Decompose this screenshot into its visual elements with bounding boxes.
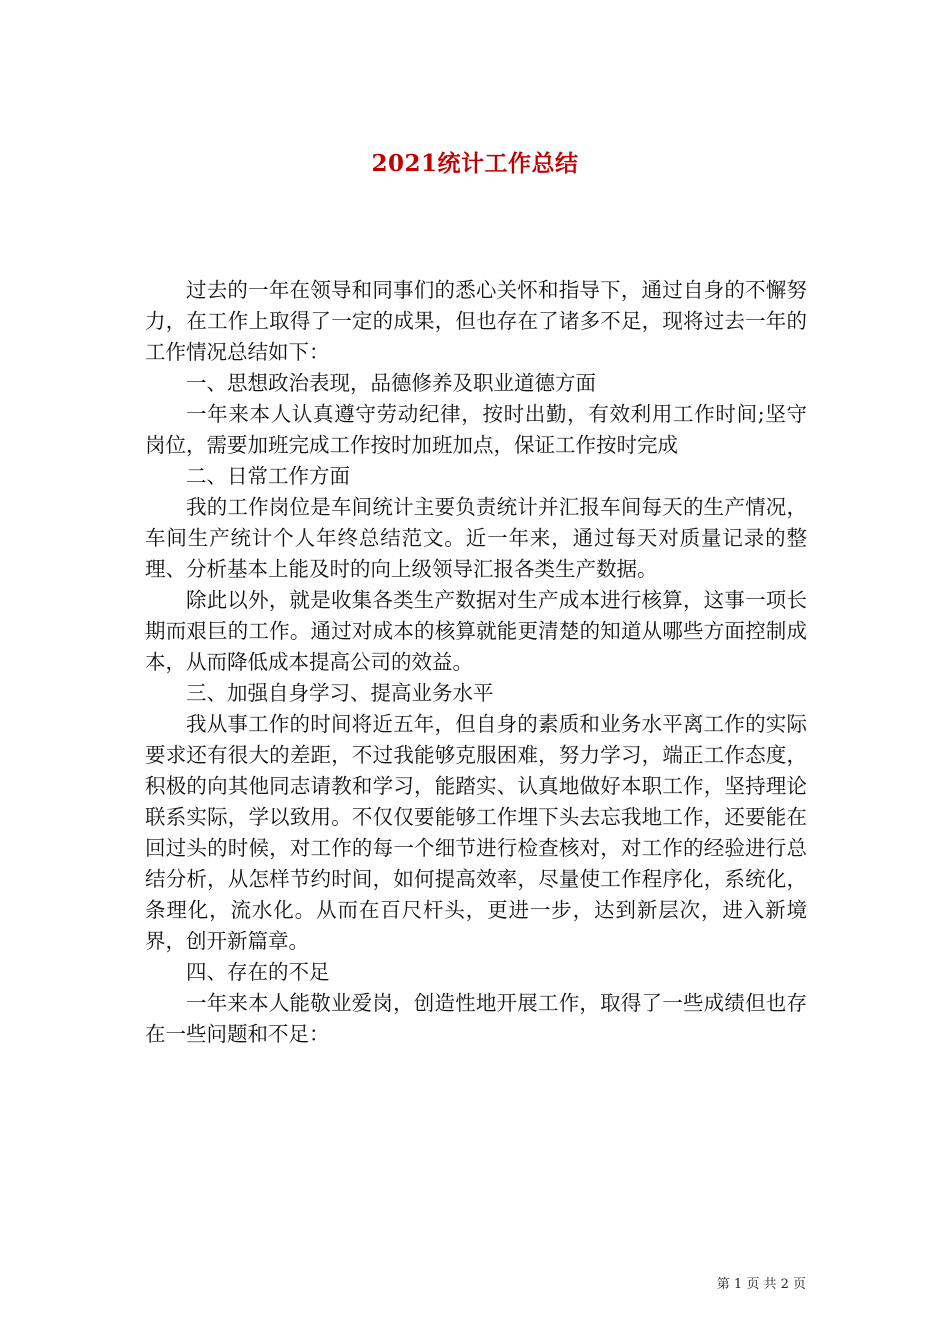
intro-paragraph: 过去的一年在领导和同事们的悉心关怀和指导下，通过自身的不懈努力，在工作上取得了一定的成果，但也存在了诸多不足，现将过去一年的工作情况总结如下： bbox=[145, 278, 807, 364]
section-2-paragraph-1: 我的工作岗位是车间统计主要负责统计并汇报车间每天的生产情况，车间生产统计个人年终总结范文。近一年来，通过每天对质量记录的整理、分析基本上能及时的向上级领导汇报各类生产数据。 bbox=[145, 495, 807, 581]
section-4-paragraph: 一年来本人能敬业爱岗，创造性地开展工作，取得了一些成绩但也存在一些问题和不足： bbox=[145, 991, 807, 1046]
section-heading-3: 三、加强自身学习、提高业务水平 bbox=[186, 681, 494, 705]
section-2-paragraph-2: 除此以外，就是收集各类生产数据对生产成本进行核算，这事一项长期而艰巨的工作。通过对成本的核算就能更清楚的知道从哪些方面控制成本，从而降低成本提高公司的效益。 bbox=[145, 588, 807, 674]
section-1-paragraph: 一年来本人认真遵守劳动纪律，按时出勤，有效利用工作时间;坚守岗位，需要加班完成工作按时加班加点，保证工作按时完成 bbox=[145, 402, 807, 457]
section-3-paragraph: 我从事工作的时间将近五年，但自身的素质和业务水平离工作的实际要求还有很大的差距，不过我能够克服困难，努力学习，端正工作态度，积极的向其他同志请教和学习，能踏实、认真地做好本职工作，坚持理论联系实际，学以致用。不仅仅要能够工作埋下头去忘我地工作，还要能在回过头的时候，对工作的每一个细节进行检查核对，对工作的经验进行总结分析，从怎样节约时间，如何提高效率，尽量使工作程序化，系统化，条理化，流水化。从而在百尺杆头，更进一步，达到新层次，进入新境界，创开新篇章。 bbox=[145, 712, 807, 953]
page-number-footer: 第 1 页 共 2 页 bbox=[716, 1277, 806, 1292]
document-body bbox=[145, 275, 807, 1050]
page-title: 2021统计工作总结 bbox=[371, 150, 579, 178]
section-heading-2: 二、日常工作方面 bbox=[186, 464, 350, 488]
section-heading-1: 一、思想政治表现，品德修养及职业道德方面 bbox=[186, 371, 596, 395]
section-heading-4: 四、存在的不足 bbox=[186, 960, 330, 984]
